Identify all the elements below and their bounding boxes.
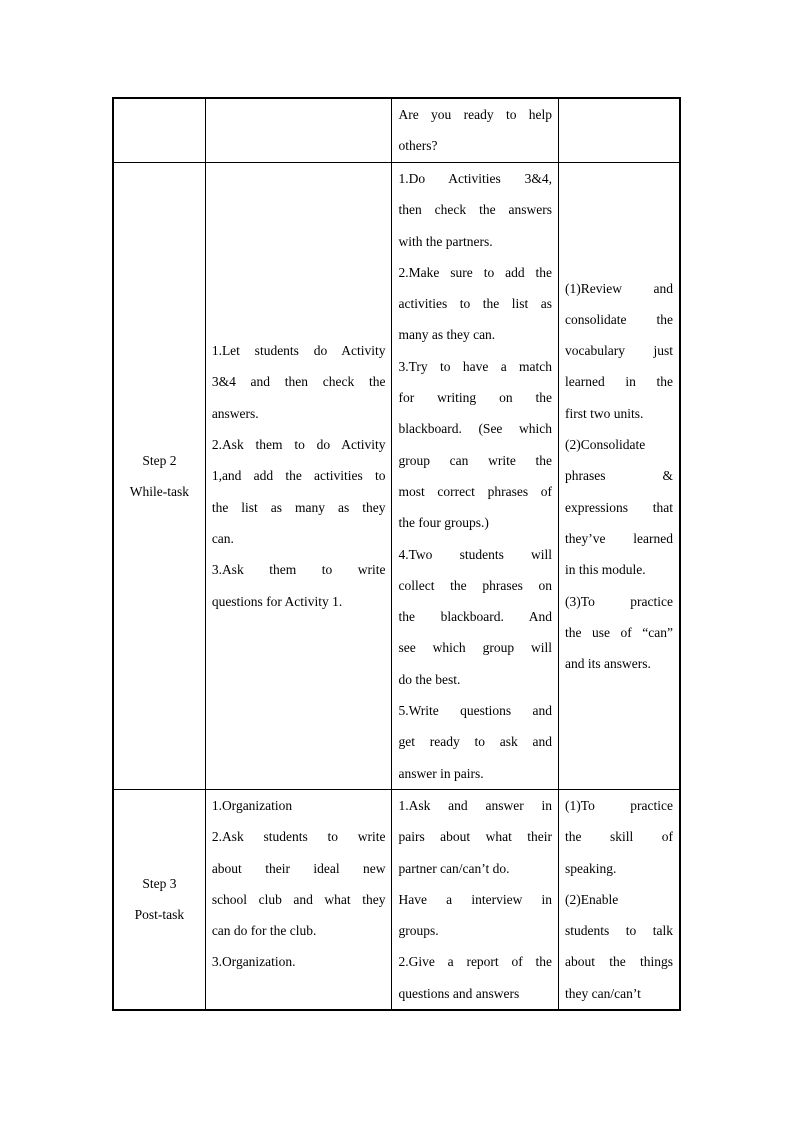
cell-text-line: consolidate the bbox=[565, 311, 673, 327]
cell-text-line: speaking. bbox=[565, 860, 617, 876]
cell-text-line: and its answers. bbox=[565, 656, 651, 672]
cell-text-line: the skill of bbox=[565, 829, 673, 845]
cell-text-line: blackboard. (See which bbox=[398, 421, 553, 437]
table-row bbox=[113, 98, 680, 163]
cell-text-line: many as they can. bbox=[398, 327, 496, 343]
teacher-activity-text bbox=[206, 790, 392, 978]
purpose-text bbox=[559, 790, 679, 1009]
cell-text-line: 1.Ask and answer in bbox=[398, 797, 553, 813]
teacher-activity-cell-empty bbox=[205, 98, 392, 163]
cell-text-line: school club and what they bbox=[211, 891, 386, 907]
teacher-activity-text bbox=[206, 335, 392, 617]
cell-text-line: expressions that bbox=[565, 499, 673, 515]
cell-text-line: groups. bbox=[398, 923, 439, 939]
cell-text-line: 2.Ask students to write bbox=[211, 829, 386, 845]
student-activity-cell bbox=[392, 98, 559, 163]
cell-text-line: do the best. bbox=[398, 671, 461, 687]
cell-text-line: 1.Organization bbox=[211, 797, 293, 813]
table-row bbox=[113, 789, 680, 1010]
step-stage: Post-task bbox=[134, 907, 185, 923]
table-row bbox=[113, 163, 680, 790]
cell-text-line: questions and answers bbox=[398, 985, 520, 1001]
cell-text-line: for writing on the bbox=[398, 390, 553, 406]
lesson-plan-table bbox=[112, 97, 681, 1011]
purpose-cell-empty bbox=[559, 98, 680, 163]
cell-text-line: can. bbox=[211, 530, 234, 546]
cell-text-line: first two units. bbox=[565, 405, 644, 421]
cell-text-line: answers. bbox=[211, 405, 259, 421]
purpose-cell bbox=[559, 789, 680, 1010]
cell-text-line: 3.Try to have a match bbox=[398, 358, 553, 374]
cell-text-line: 1.Do Activities 3&4, bbox=[398, 171, 553, 186]
cell-text-line: 3.Ask them to write bbox=[211, 562, 386, 578]
step-cell bbox=[113, 163, 205, 790]
cell-text-line: 5.Write questions and bbox=[398, 703, 553, 719]
cell-text-line: with the partners. bbox=[398, 233, 493, 249]
student-activity-cell bbox=[392, 163, 559, 790]
step-cell-empty bbox=[113, 98, 205, 163]
cell-text-line: about the things bbox=[565, 954, 673, 970]
purpose-text bbox=[559, 273, 679, 680]
student-activity-text bbox=[392, 99, 558, 162]
cell-text-line: collect the phrases on bbox=[398, 577, 553, 593]
cell-text-line: then check the answers bbox=[398, 202, 553, 218]
cell-text-line: group can write the bbox=[398, 452, 553, 468]
cell-text-line: others? bbox=[398, 138, 438, 154]
cell-text-line: students to talk bbox=[565, 923, 673, 939]
cell-text-line: in this module. bbox=[565, 562, 646, 578]
cell-text-line: the blackboard. And bbox=[398, 609, 553, 625]
teacher-activity-cell bbox=[205, 789, 392, 1010]
cell-text-line: 3.Organization. bbox=[211, 954, 296, 970]
cell-text-line: activities to the list as bbox=[398, 296, 553, 312]
cell-text-line: learned in the bbox=[565, 374, 673, 390]
cell-text-line: 1,and add the activities to bbox=[211, 468, 386, 484]
cell-text-line: phrases & bbox=[565, 468, 673, 484]
cell-text-line: 1.Let students do Activity bbox=[211, 343, 386, 359]
cell-text-line: most correct phrases of bbox=[398, 483, 553, 499]
cell-text-line: about their ideal new bbox=[211, 860, 386, 876]
cell-text-line: Have a interview in bbox=[398, 891, 553, 907]
cell-text-line: get ready to ask and bbox=[398, 734, 553, 750]
cell-text-line: 3&4 and then check the bbox=[211, 374, 386, 390]
purpose-cell bbox=[559, 163, 680, 790]
cell-text-line: they’ve learned bbox=[565, 530, 673, 546]
cell-text-line: (2)Enable bbox=[565, 891, 619, 907]
cell-text-line: questions for Activity 1. bbox=[211, 593, 343, 609]
step-number: Step 2 bbox=[142, 452, 177, 468]
cell-text-line: pairs about what their bbox=[398, 829, 553, 845]
cell-text-line: see which group will bbox=[398, 640, 553, 656]
cell-text-line: Are you ready to help bbox=[398, 107, 553, 122]
student-activity-text bbox=[392, 163, 558, 789]
step-cell bbox=[113, 789, 205, 1010]
step-stage: While-task bbox=[129, 483, 190, 499]
cell-text-line: 2.Ask them to do Activity bbox=[211, 437, 386, 453]
cell-text-line: 4.Two students will bbox=[398, 546, 553, 562]
cell-text-line: can do for the club. bbox=[211, 923, 317, 939]
cell-text-line: the list as many as they bbox=[211, 499, 386, 515]
cell-text-line: 2.Give a report of the bbox=[398, 954, 553, 970]
student-activity-text bbox=[392, 790, 558, 1009]
cell-text-line: (1)Review and bbox=[565, 280, 673, 296]
cell-text-line: (1)To practice bbox=[565, 797, 673, 813]
cell-text-line: they can/can’t bbox=[565, 985, 641, 1001]
cell-text-line: partner can/can’t do. bbox=[398, 860, 510, 876]
student-activity-cell bbox=[392, 789, 559, 1010]
cell-text-line: (2)Consolidate bbox=[565, 437, 646, 453]
cell-text-line: the four groups.) bbox=[398, 515, 489, 531]
cell-text-line: (3)To practice bbox=[565, 593, 673, 609]
cell-text-line: answer in pairs. bbox=[398, 765, 484, 781]
teacher-activity-cell bbox=[205, 163, 392, 790]
step-number: Step 3 bbox=[142, 876, 177, 892]
cell-text-line: vocabulary just bbox=[565, 343, 673, 359]
cell-text-line: the use of “can” bbox=[565, 624, 673, 640]
cell-text-line: 2.Make sure to add the bbox=[398, 264, 553, 280]
